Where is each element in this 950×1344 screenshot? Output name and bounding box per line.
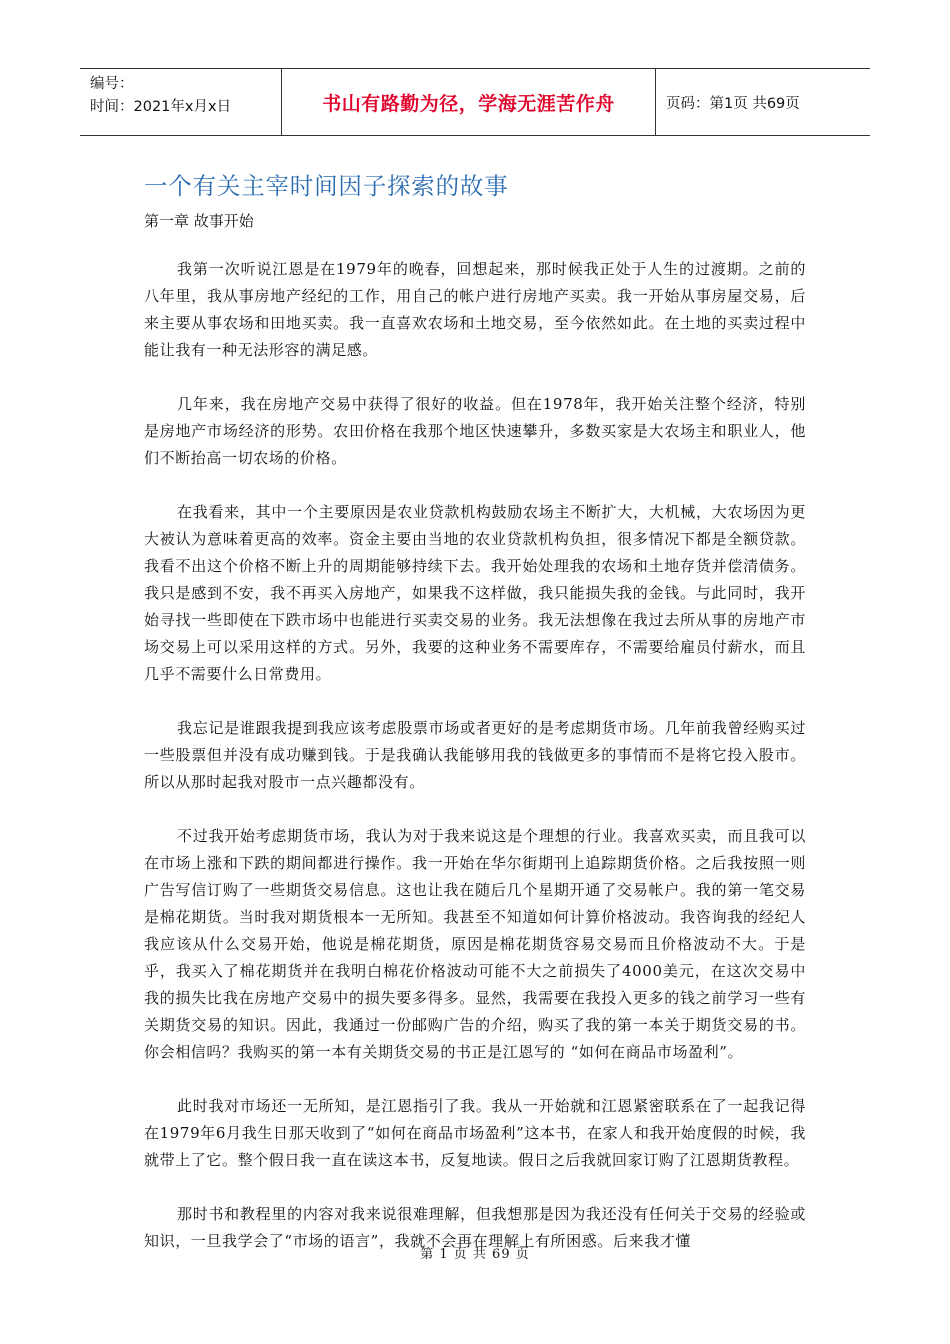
chapter-heading: 第一章 故事开始 <box>144 212 254 230</box>
paragraph-6: 此时我对市场还一无所知，是江恩指引了我。我从一开始就和江恩紧密联系在了一起我记得在1979年6月我生日那天收到了“如何在商品市场盈利”这本书，在家人和我开始度假的时候，我就带上了它。整个假日我一直在读这本书，反复地读。假日之后我就回家订购了江恩期货教程。 <box>144 1097 806 1169</box>
page-footer: 第 1 页 共 69 页 <box>420 1247 530 1262</box>
paragraph-3: 在我看来，其中一个主要原因是农业贷款机构鼓励农场主不断扩大，大机械，大农场因为更大被认为意味着更高的效率。资金主要由当地的农业贷款机构负担，很多情况下都是全额贷款。我看不出这个价格不断上升的周期能够持续下去。我开始处理我的农场和土地存货并偿清债务。我只是感到不安，我不再买入房地产，如果我不这样做，我只能损失我的金钱。与此同时，我开始寻找一些即使在下跌市场中也能进行买卖交易的业务。我无法想像在我过去所从事的房地产市场交易上可以采用这样的方式。另外，我要的这种业务不需要库存，不需要给雇员付薪水，而且几乎不需要什么日常费用。 <box>144 503 806 683</box>
paragraph-2: 几年来，我在房地产交易中获得了很好的收益。但在1978年，我开始关注整个经济，特别是房地产市场经济的形势。农田价格在我那个地区快速攀升，多数买家是大农场主和职业人，他们不断抬高一切农场的价格。 <box>144 395 806 467</box>
header-table <box>80 68 870 136</box>
document-title: 一个有关主宰时间因子探索的故事 <box>144 172 509 200</box>
document-body <box>144 256 806 1282</box>
date-label: 时间：2021年x月x日 <box>90 99 232 115</box>
header-motto-cell <box>282 69 656 135</box>
paragraph-1: 我第一次听说江恩是在1979年的晚春，回想起来，那时候我正处于人生的过渡期。之前的八年里，我从事房地产经纪的工作，用自己的帐户进行房地产买卖。我一开始从事房屋交易，后来主要从事农场和田地买卖。我一直喜欢农场和土地交易，至今依然如此。在土地的买卖过程中能让我有一种无法形容的满足感。 <box>144 260 806 359</box>
page-info: 页码：第1页 共69页 <box>666 95 800 112</box>
header-meta-cell <box>80 69 282 135</box>
paragraph-7: 那时书和教程里的内容对我来说很难理解，但我想那是因为我还没有任何关于交易的经验或知识，一旦我学会了“市场的语言”，我就不会再在理解上有所困惑。后来我才懂 <box>144 1205 806 1250</box>
number-label: 编号： <box>90 76 134 92</box>
header-page-cell <box>656 69 870 135</box>
paragraph-4: 我忘记是谁跟我提到我应该考虑股票市场或者更好的是考虑期货市场。几年前我曾经购买过一些股票但并没有成功赚到钱。于是我确认我能够用我的钱做更多的事情而不是将它投入股市。所以从那时起我对股市一点兴趣都没有。 <box>144 719 806 791</box>
paragraph-5: 不过我开始考虑期货市场，我认为对于我来说这是个理想的行业。我喜欢买卖，而且我可以在市场上涨和下跌的期间都进行操作。我一开始在华尔街期刊上追踪期货价格。之后我按照一则广告写信订购了一些期货交易信息。这也让我在随后几个星期开通了交易帐户。我的第一笔交易是棉花期货。当时我对期货根本一无所知。我甚至不知道如何计算价格波动。我咨询我的经纪人我应该从什么交易开始，他说是棉花期货，原因是棉花期货容易交易而且价格波动不大。于是乎，我买入了棉花期货并在我明白棉花价格波动可能不大之前损失了4000美元，在这次交易中我的损失比我在房地产交易中的损失要多得多。显然，我需要在我投入更多的钱之前学习一些有关期货交易的知识。因此，我通过一份邮购广告的介绍，购买了我的第一本关于期货交易的书。你会相信吗？我购买的第一本有关期货交易的书正是江恩写的 “如何在商品市场盈利”。 <box>144 827 806 1061</box>
motto-text: 书山有路勤为径，学海无涯苦作舟 <box>322 92 615 115</box>
